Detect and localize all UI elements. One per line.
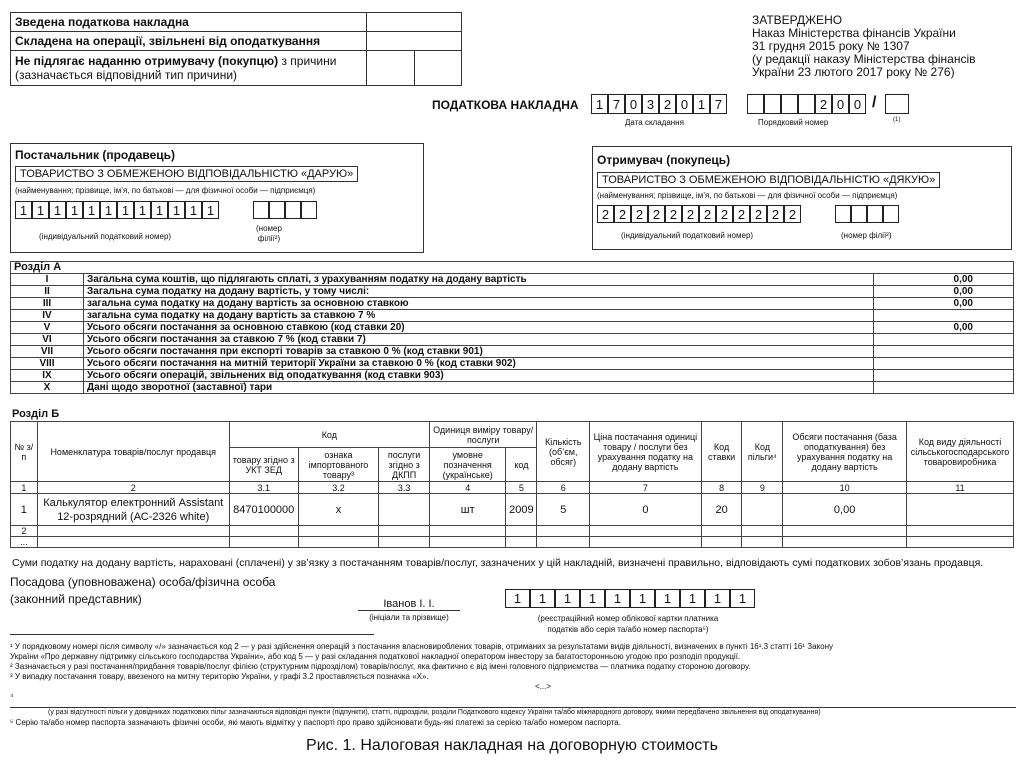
col-header-qty: Кількість (об’єм, обсяг) [537,422,590,482]
exempt-operations-label: Складена на операції, звільнені від оподаткування [11,32,367,51]
row-value: 0,00 [874,274,1014,286]
digit-cell: 1 [580,589,605,608]
row-roman-number: II [11,286,84,298]
column-number: 8 [701,482,742,494]
buyer-branch-caption: (номер філії²) [841,231,892,240]
supplier-branch-caption: (номер філії²) [256,224,282,243]
volume: 0,00 [783,494,907,526]
digit-cell: 1 [151,201,168,219]
row-value [874,334,1014,346]
col-header-uktzed: товару згідно з УКТ ЗЕД [229,448,298,482]
digit-cell: 0 [832,94,849,114]
col-header-volume: Обсяги постачання (база оподаткування) без урахування податку на додану вартість [783,422,907,482]
product-name: Калькулятор електронний Assistant 12-розрядний (АС-2326 white) [37,494,229,526]
digit-cell: 1 [655,589,680,608]
digit-cell: 2 [815,94,832,114]
declaration-text: Суми податку на додану вартість, нараховані (сплачені) у зв’язку з постачанням товарів/послуг, зазначених у цій накладній, визначені правильно, відповідають сумі податкових зобов’язань продавця. [12,557,984,569]
summary-invoice-label: Зведена податкова накладна [11,13,367,32]
section-a-title: Розділ А [11,262,1014,274]
digit-cell: 1 [530,589,555,608]
registration-digits [505,589,755,608]
row-roman-number: V [11,322,84,334]
row-value [874,358,1014,370]
row-num: 1 [11,494,38,526]
footnote-4: (у разі відсутності пільги у довідниках податкових пільг зазначаються відповідні пункти (підпункти), статті, підрозділи, розділи Податкового кодексу України та/або міжнародного договору, якими передбачено звільнення від оподаткування) [48,709,821,716]
column-number: 4 [429,482,505,494]
digit-cell: 1 [49,201,66,219]
digit-cell: 1 [117,201,134,219]
supplier-name: ТОВАРИСТВО З ОБМЕЖЕНОЮ ВІДПОВІДАЛЬНІСТЮ «ДАРУЮ» [15,166,358,182]
row-value [874,382,1014,394]
buyer-name: ТОВАРИСТВО З ОБМЕЖЕНОЮ ВІДПОВІДАЛЬНІСТЮ «ДЯКУЮ» [597,172,940,188]
supplier-branch-digits [253,201,317,219]
column-number: 9 [742,482,783,494]
supplier-ipn-digits [15,201,219,219]
digit-cell: 1 [730,589,755,608]
invoice-title: ПОДАТКОВА НАКЛАДНА [432,98,579,112]
unit-code: 2009 [506,494,537,526]
digit-cell: 2 [665,205,682,223]
digit-cell: 0 [676,94,693,114]
supplier-ipn-caption: (індивідуальний податковий номер) [39,232,172,241]
number-label: Порядковий номер [758,118,829,127]
import-mark: х [298,494,379,526]
digit-cell: 2 [631,205,648,223]
number-footnote-mark: (1) [893,117,901,123]
dkpp-code [379,494,430,526]
digit-cell: 2 [682,205,699,223]
footnote-5: ⁵ Серію та/або номер паспорта зазначають фізичні особи, які мають відмітку у паспорті про право здійснювати будь-які платежі за серією та/або номером паспорта. [10,718,621,727]
row-description: Усього обсяги постачання за ставкою 7 % (код ставки 7) [84,334,874,346]
col-header-activity: Код виду діяльності сільськогосподарського товаровиробника [906,422,1013,482]
digit-cell: 0 [849,94,866,114]
col-header-num: № з/п [11,422,38,482]
buyer-header: Отримувач (покупець) [597,153,731,167]
activity-code [906,494,1013,526]
digit-cell: 1 [100,201,117,219]
table-row [11,526,1014,537]
uktzed-code: 8470100000 [229,494,298,526]
digit-cell [867,205,883,223]
price: 0 [590,494,702,526]
section-a-row [11,334,1014,346]
section-b-table [10,421,1014,548]
row-description: Усього обсяги постачання на митній території України за ставкою 0 % (код ставки 902) [84,358,874,370]
footnote-divider [10,634,374,635]
date-digits [591,94,727,114]
row-num: 2 [11,526,38,537]
row-description: Усього обсяги постачання за основною ставкою (код ставки 20) [84,322,874,334]
supplier-name-caption: (найменування; прізвище, ім’я, по батькові — для фізичної особи — підприємця) [15,186,316,195]
digit-cell: 2 [699,205,716,223]
row-roman-number: I [11,274,84,286]
signatory-name-caption: (ініціали та прізвище) [369,613,449,622]
digit-cell: 1 [185,201,202,219]
digit-cell [851,205,867,223]
digit-cell: 1 [693,94,710,114]
row-description: загальна сума податку на додану вартість за основною ставкою [84,298,874,310]
row-value: 0,00 [874,298,1014,310]
digit-cell: 2 [597,205,614,223]
digit-cell [269,201,285,219]
row-value: 0,00 [874,286,1014,298]
col-header-code: Код [229,422,429,448]
row-roman-number: X [11,382,84,394]
column-number: 2 [37,482,229,494]
digit-cell: 1 [705,589,730,608]
column-number: 5 [506,482,537,494]
digit-cell: 2 [716,205,733,223]
digit-cell: 2 [767,205,784,223]
digit-cell: 2 [784,205,801,223]
row-roman-number: IX [11,370,84,382]
digit-cell: 0 [625,94,642,114]
digit-cell [835,205,851,223]
section-a-row [11,322,1014,334]
digit-cell [285,201,301,219]
signatory-name: Іванов І. І. [358,598,460,611]
section-a-table [10,261,1014,394]
row-roman-number: VI [11,334,84,346]
reason-cell-2 [414,51,461,86]
row-roman-number: VII [11,346,84,358]
column-number: 3.2 [298,482,379,494]
digit-cell: 1 [630,589,655,608]
row-roman-number: III [11,298,84,310]
digit-cell: 2 [750,205,767,223]
quantity: 5 [537,494,590,526]
unit-name: шт [429,494,505,526]
row-roman-number: VIII [11,358,84,370]
section-a-row [11,286,1014,298]
col-header-unit-code: код [506,448,537,482]
column-number: 11 [906,482,1013,494]
summary-invoice-cell [367,13,462,32]
col-header-dkpp: послуги згідно з ДКПП [379,448,430,482]
column-number-row [11,482,1014,494]
signatory-position: Посадова (уповноважена) особа/фізична особа (законний представник) [10,575,276,606]
col-header-name: Номенклатура товарів/послуг продавця [37,422,229,482]
col-header-price: Ціна постачання одиниці товару / послуги без урахування податку на додану вартість [590,422,702,482]
digit-cell: 1 [32,201,49,219]
digit-cell: 1 [591,94,608,114]
buyer-ipn-caption: (індивідуальний податковий номер) [621,231,754,240]
column-number: 3.3 [379,482,430,494]
digit-cell: 7 [710,94,727,114]
rate-code: 20 [701,494,742,526]
digit-cell: 2 [614,205,631,223]
buyer-branch-digits [835,205,899,223]
digit-cell: 1 [15,201,32,219]
number-suffix-cell [885,94,909,114]
reason-cell-1 [367,51,414,86]
digit-cell: 2 [733,205,750,223]
number-slash: / [872,94,877,111]
col-header-benefit: Код пільги⁴ [742,422,783,482]
column-number: 6 [537,482,590,494]
digit-cell: 1 [83,201,100,219]
date-label: Дата складання [625,118,684,127]
table-row [11,494,1014,526]
digit-cell: 1 [168,201,185,219]
supplier-box [10,143,424,253]
row-description: Загальна сума коштів, що підлягають сплаті, з урахуванням податку на додану вартість [84,274,874,286]
invoice-type-table [10,12,462,86]
digit-cell: 1 [202,201,219,219]
column-number: 1 [11,482,38,494]
digit-cell [747,94,764,114]
digit-cell: 1 [505,589,530,608]
section-a-row [11,346,1014,358]
column-number: 7 [590,482,702,494]
digit-cell: 1 [134,201,151,219]
row-description: загальна сума податку на додану вартість за ставкою 7 % [84,310,874,322]
buyer-box [592,146,1012,250]
digit-cell [764,94,781,114]
digit-cell: 2 [648,205,665,223]
not-issued-label: Не підлягає наданню отримувачу (покупцю) з причини (зазначається відповідний тип причини) [11,51,367,86]
approval-stamp-text: ЗАТВЕРДЖЕНО Наказ Міністерства фінансів України 31 грудня 2015 року № 1307 (у редакції наказу Міністерства фінансів України 23 лютого 2017 року № 276) [752,13,976,79]
digit-cell [301,201,317,219]
digit-cell: 3 [642,94,659,114]
column-number: 10 [783,482,907,494]
digit-cell [781,94,798,114]
buyer-name-caption: (найменування; прізвище, ім’я, по батькові — для фізичної особи — підприємця) [597,191,898,200]
registration-caption: (реєстраційний номер облікової картки платника податків або серія та/або номер паспорта⁵) [537,614,719,634]
row-value [874,370,1014,382]
section-a-row [11,274,1014,286]
section-a-row [11,370,1014,382]
buyer-ipn-digits [597,205,801,223]
digit-cell: 2 [659,94,676,114]
section-a-row [11,298,1014,310]
row-value [874,310,1014,322]
row-value [874,346,1014,358]
digit-cell: 1 [680,589,705,608]
footnotes: ¹ У порядковому номері після символу «/» зазначається код 2 — у разі здійснення операцій з постачання власновироблених товарів, отриманих за результатами видів діяльності, визначених в пункті 16¹.3 статті 16¹ Закону України «Про державну підтримку сільського господарства України», або код 5 — у разі складання податкової накладної оператором інвестору за багатосторонньою угодою про розподіл продукції. ² Зазначається у разі постачання/придбання товарів/послуг філією (структурним підрозділом) товарів/послуг, яка фактично є від імені головного підприємства — платника податку стороною договору. ³ У випадку постачання товару, ввезеного на митну територію України, у графі 3.2 проставляється позначка «Х». <...> ⁴ [10,642,833,701]
digit-cell: 1 [66,201,83,219]
digit-cell [798,94,815,114]
exempt-operations-cell [367,32,462,51]
digit-cell: 7 [608,94,625,114]
benefit-code [742,494,783,526]
table-row [11,537,1014,548]
row-num: ... [11,537,38,548]
row-description: Дані щодо зворотної (заставної) тари [84,382,874,394]
number-digits [747,94,866,114]
row-description: Усього обсяги постачання при експорті товарів за ставкою 0 % (код ставки 901) [84,346,874,358]
row-value: 0,00 [874,322,1014,334]
row-description: Усього обсяги операцій, звільнених від оподаткування (код ставки 903) [84,370,874,382]
figure-caption: Рис. 1. Налоговая накладная на договорную стоимость [306,737,718,754]
row-roman-number: IV [11,310,84,322]
section-a-row [11,310,1014,322]
col-header-rate: Код ставки [701,422,742,482]
col-header-import: ознака імпортованого товару³ [298,448,379,482]
row-description: Загальна сума податку на додану вартість, у тому числі: [84,286,874,298]
supplier-header: Постачальник (продавець) [15,148,176,162]
section-a-row [11,382,1014,394]
col-header-unit-name: умовне позначення (українське) [429,448,505,482]
digit-cell [253,201,269,219]
col-header-unit: Одиниця виміру товару/послуги [429,422,536,448]
digit-cell: 1 [555,589,580,608]
section-b-title: Розділ Б [12,408,60,420]
section-a-row [11,358,1014,370]
column-number: 3.1 [229,482,298,494]
digit-cell [883,205,899,223]
digit-cell: 1 [605,589,630,608]
